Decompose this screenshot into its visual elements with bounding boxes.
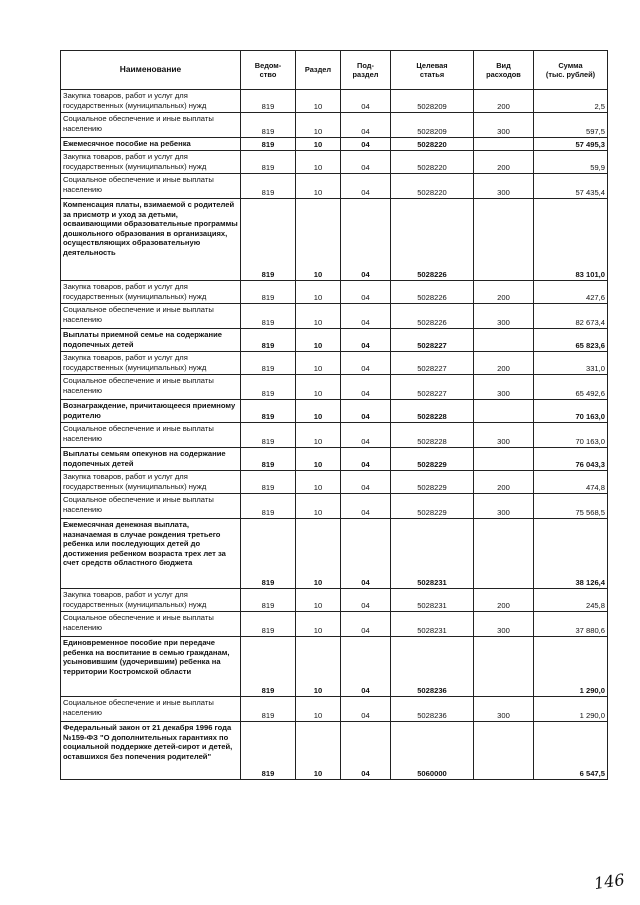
cell-article: 5028229: [391, 471, 474, 494]
cell-expense-type: 200: [474, 281, 534, 304]
cell-amount: 37 880,6: [534, 612, 608, 637]
table-row: [61, 423, 608, 448]
cell-expense-type: [474, 448, 534, 471]
cell-amount: 6 547,5: [534, 722, 608, 780]
header-section: Раздел: [296, 51, 341, 90]
cell-expense-type: 200: [474, 352, 534, 375]
cell-subsection: 04: [341, 138, 391, 151]
cell-subsection: 04: [341, 329, 391, 352]
header-expense-type: Вид расходов: [474, 51, 534, 90]
cell-subsection: 04: [341, 352, 391, 375]
page-number: 146: [592, 869, 626, 894]
cell-dept: 819: [241, 494, 296, 519]
cell-subsection: 04: [341, 494, 391, 519]
cell-subsection: 04: [341, 722, 391, 780]
cell-section: 10: [296, 90, 341, 113]
cell-section: 10: [296, 637, 341, 697]
cell-amount: 59,9: [534, 151, 608, 174]
cell-amount: 38 126,4: [534, 519, 608, 589]
cell-article: 5060000: [391, 722, 474, 780]
cell-dept: 819: [241, 471, 296, 494]
cell-subsection: 04: [341, 697, 391, 722]
table-row: [61, 375, 608, 400]
cell-section: 10: [296, 423, 341, 448]
table-row: [61, 637, 608, 697]
cell-name: Вознаграждение, причитающееся приемному родителю: [61, 400, 241, 423]
cell-amount: 474,8: [534, 471, 608, 494]
cell-name: Социальное обеспечение и иные выплаты населению: [61, 375, 241, 400]
cell-dept: 819: [241, 174, 296, 199]
cell-section: 10: [296, 138, 341, 151]
cell-amount: 76 043,3: [534, 448, 608, 471]
cell-name: Закупка товаров, работ и услуг для государственных (муниципальных) нужд: [61, 90, 241, 113]
cell-subsection: 04: [341, 589, 391, 612]
table-row: [61, 494, 608, 519]
cell-subsection: 04: [341, 375, 391, 400]
cell-dept: 819: [241, 352, 296, 375]
cell-article: 5028220: [391, 174, 474, 199]
cell-article: 5028220: [391, 151, 474, 174]
cell-name: Социальное обеспечение и иные выплаты населению: [61, 423, 241, 448]
table-row: [61, 199, 608, 281]
cell-expense-type: 200: [474, 589, 534, 612]
cell-name: Социальное обеспечение и иные выплаты населению: [61, 304, 241, 329]
cell-section: 10: [296, 151, 341, 174]
header-dept: Ведом- ство: [241, 51, 296, 90]
cell-name: Ежемесячное пособие на ребенка: [61, 138, 241, 151]
cell-expense-type: [474, 329, 534, 352]
cell-section: 10: [296, 494, 341, 519]
cell-dept: 819: [241, 329, 296, 352]
cell-expense-type: [474, 400, 534, 423]
cell-subsection: 04: [341, 174, 391, 199]
cell-expense-type: 300: [474, 423, 534, 448]
table-row: [61, 471, 608, 494]
cell-expense-type: 300: [474, 375, 534, 400]
cell-dept: 819: [241, 199, 296, 281]
cell-section: 10: [296, 281, 341, 304]
cell-article: 5028220: [391, 138, 474, 151]
table-row: [61, 589, 608, 612]
cell-name: Социальное обеспечение и иные выплаты населению: [61, 494, 241, 519]
cell-expense-type: 300: [474, 113, 534, 138]
cell-dept: 819: [241, 637, 296, 697]
cell-amount: 331,0: [534, 352, 608, 375]
cell-dept: 819: [241, 304, 296, 329]
cell-subsection: 04: [341, 113, 391, 138]
cell-article: 5028227: [391, 352, 474, 375]
cell-subsection: 04: [341, 281, 391, 304]
cell-name: Социальное обеспечение и иные выплаты населению: [61, 174, 241, 199]
cell-subsection: 04: [341, 637, 391, 697]
cell-dept: 819: [241, 722, 296, 780]
cell-section: 10: [296, 400, 341, 423]
cell-subsection: 04: [341, 90, 391, 113]
cell-article: 5028228: [391, 423, 474, 448]
cell-section: 10: [296, 304, 341, 329]
cell-article: 5028209: [391, 90, 474, 113]
cell-section: 10: [296, 612, 341, 637]
budget-table: [60, 50, 608, 780]
cell-section: 10: [296, 375, 341, 400]
cell-article: 5028229: [391, 494, 474, 519]
cell-article: 5028226: [391, 304, 474, 329]
cell-section: 10: [296, 199, 341, 281]
cell-section: 10: [296, 448, 341, 471]
cell-dept: 819: [241, 589, 296, 612]
cell-subsection: 04: [341, 471, 391, 494]
cell-dept: 819: [241, 138, 296, 151]
cell-dept: 819: [241, 423, 296, 448]
cell-section: 10: [296, 113, 341, 138]
table-header-row: [61, 51, 608, 90]
cell-name: Закупка товаров, работ и услуг для государственных (муниципальных) нужд: [61, 352, 241, 375]
cell-expense-type: [474, 722, 534, 780]
table-row: [61, 697, 608, 722]
cell-amount: 82 673,4: [534, 304, 608, 329]
cell-subsection: 04: [341, 151, 391, 174]
cell-expense-type: [474, 637, 534, 697]
cell-name: Закупка товаров, работ и услуг для государственных (муниципальных) нужд: [61, 151, 241, 174]
cell-expense-type: 300: [474, 494, 534, 519]
cell-amount: 245,8: [534, 589, 608, 612]
cell-name: Закупка товаров, работ и услуг для государственных (муниципальных) нужд: [61, 589, 241, 612]
table-row: [61, 400, 608, 423]
cell-expense-type: 300: [474, 612, 534, 637]
cell-amount: 427,6: [534, 281, 608, 304]
cell-dept: 819: [241, 281, 296, 304]
cell-article: 5028231: [391, 612, 474, 637]
table-row: [61, 174, 608, 199]
cell-article: 5028231: [391, 519, 474, 589]
cell-amount: 83 101,0: [534, 199, 608, 281]
table-row: [61, 281, 608, 304]
cell-amount: 597,5: [534, 113, 608, 138]
cell-subsection: 04: [341, 519, 391, 589]
cell-amount: 57 435,4: [534, 174, 608, 199]
header-article: Целевая статья: [391, 51, 474, 90]
cell-amount: 70 163,0: [534, 423, 608, 448]
cell-name: Выплаты семьям опекунов на содержание подопечных детей: [61, 448, 241, 471]
cell-subsection: 04: [341, 304, 391, 329]
cell-expense-type: [474, 199, 534, 281]
cell-article: 5028226: [391, 199, 474, 281]
cell-dept: 819: [241, 612, 296, 637]
cell-expense-type: [474, 519, 534, 589]
table-row: [61, 612, 608, 637]
cell-dept: 819: [241, 519, 296, 589]
table-row: [61, 90, 608, 113]
cell-name: Компенсация платы, взимаемой с родителей за присмотр и уход за детьми, осваивающими образовательные программы дошкольного образования в организациях, осуществляющих образовательную деятельность: [61, 199, 241, 281]
cell-expense-type: [474, 138, 534, 151]
table-row: [61, 448, 608, 471]
cell-name: Закупка товаров, работ и услуг для государственных (муниципальных) нужд: [61, 281, 241, 304]
table-row: [61, 138, 608, 151]
cell-section: 10: [296, 519, 341, 589]
cell-dept: 819: [241, 113, 296, 138]
cell-section: 10: [296, 722, 341, 780]
table-row: [61, 151, 608, 174]
cell-amount: 65 492,6: [534, 375, 608, 400]
cell-amount: 2,5: [534, 90, 608, 113]
cell-dept: 819: [241, 151, 296, 174]
cell-amount: 70 163,0: [534, 400, 608, 423]
table-row: [61, 722, 608, 780]
table-row: [61, 352, 608, 375]
cell-name: Выплаты приемной семье на содержание подопечных детей: [61, 329, 241, 352]
cell-name: Социальное обеспечение и иные выплаты населению: [61, 113, 241, 138]
cell-amount: 1 290,0: [534, 637, 608, 697]
cell-section: 10: [296, 471, 341, 494]
header-amount: Сумма (тыс. рублей): [534, 51, 608, 90]
cell-section: 10: [296, 697, 341, 722]
cell-expense-type: 200: [474, 90, 534, 113]
cell-section: 10: [296, 589, 341, 612]
cell-amount: 65 823,6: [534, 329, 608, 352]
cell-expense-type: 300: [474, 174, 534, 199]
cell-name: Социальное обеспечение и иные выплаты населению: [61, 697, 241, 722]
header-subsection: Под- раздел: [341, 51, 391, 90]
cell-article: 5028231: [391, 589, 474, 612]
table-row: [61, 519, 608, 589]
cell-subsection: 04: [341, 448, 391, 471]
cell-subsection: 04: [341, 400, 391, 423]
table-row: [61, 304, 608, 329]
cell-name: Единовременное пособие при передаче ребенка на воспитание в семью гражданам, усыновившим (удочерившим) ребенка на территории Костромской области: [61, 637, 241, 697]
cell-subsection: 04: [341, 612, 391, 637]
cell-expense-type: 200: [474, 471, 534, 494]
cell-expense-type: 300: [474, 697, 534, 722]
cell-expense-type: 300: [474, 304, 534, 329]
table-row: [61, 113, 608, 138]
cell-article: 5028229: [391, 448, 474, 471]
cell-dept: 819: [241, 697, 296, 722]
cell-name: Ежемесячная денежная выплата, назначаемая в случае рождения третьего ребенка или последующих детей до достижения ребенком возраста трех лет за счет средств областного бюджета: [61, 519, 241, 589]
cell-name: Социальное обеспечение и иные выплаты населению: [61, 612, 241, 637]
cell-section: 10: [296, 174, 341, 199]
cell-subsection: 04: [341, 423, 391, 448]
cell-subsection: 04: [341, 199, 391, 281]
cell-article: 5028228: [391, 400, 474, 423]
cell-dept: 819: [241, 400, 296, 423]
cell-section: 10: [296, 329, 341, 352]
cell-article: 5028227: [391, 375, 474, 400]
cell-article: 5028209: [391, 113, 474, 138]
cell-dept: 819: [241, 90, 296, 113]
cell-article: 5028227: [391, 329, 474, 352]
cell-dept: 819: [241, 375, 296, 400]
cell-section: 10: [296, 352, 341, 375]
cell-dept: 819: [241, 448, 296, 471]
cell-amount: 57 495,3: [534, 138, 608, 151]
cell-name: Закупка товаров, работ и услуг для государственных (муниципальных) нужд: [61, 471, 241, 494]
cell-expense-type: 200: [474, 151, 534, 174]
cell-amount: 1 290,0: [534, 697, 608, 722]
cell-article: 5028236: [391, 637, 474, 697]
cell-article: 5028226: [391, 281, 474, 304]
header-name: Наименование: [61, 51, 241, 90]
cell-article: 5028236: [391, 697, 474, 722]
cell-name: Федеральный закон от 21 декабря 1996 года №159-ФЗ "О дополнительных гарантиях по социальной поддержке детей-сирот и детей, оставшихся без попечения родителей": [61, 722, 241, 780]
table-row: [61, 329, 608, 352]
cell-amount: 75 568,5: [534, 494, 608, 519]
